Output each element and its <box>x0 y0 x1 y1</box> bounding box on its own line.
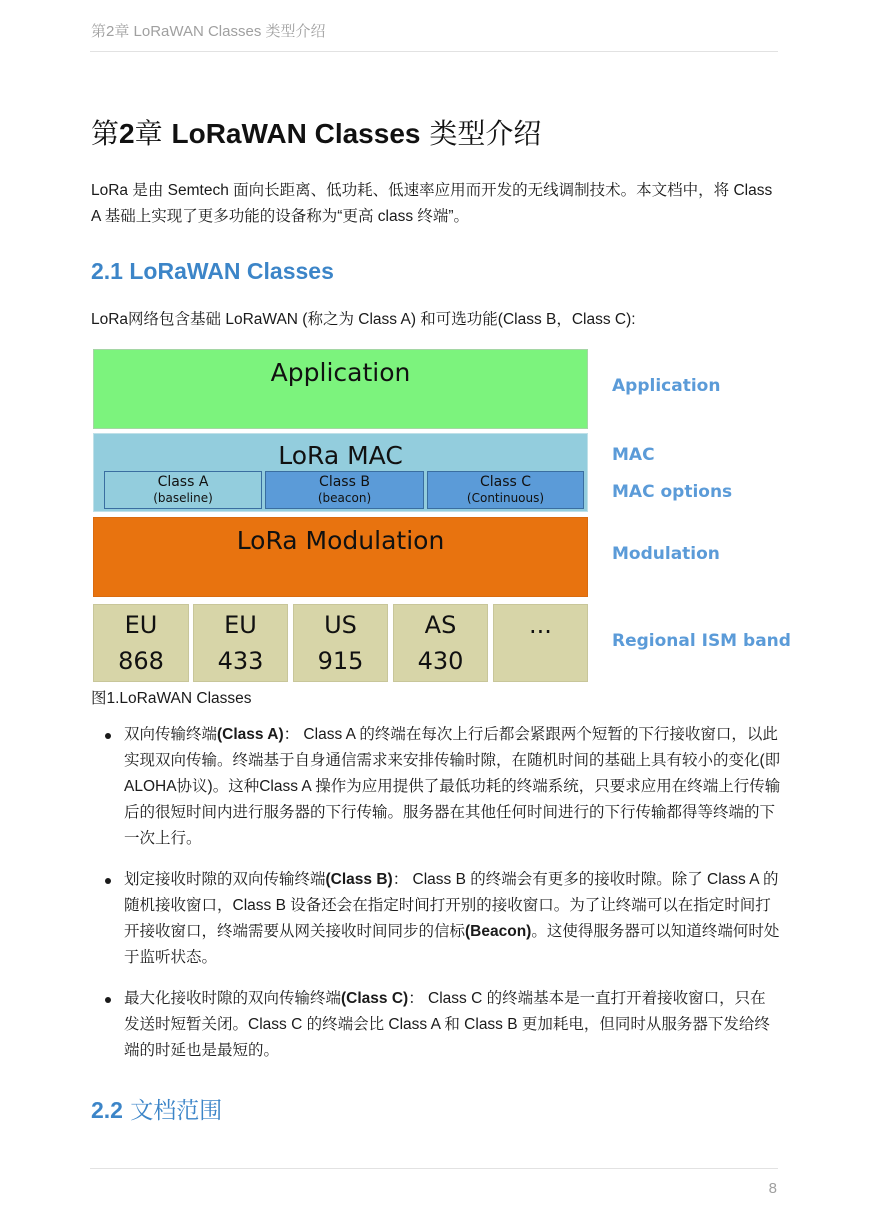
lora-modulation-layer: LoRa Modulation <box>93 517 588 597</box>
band-eu-433 <box>193 604 288 682</box>
intro-paragraph: LoRa 是由 Semtech 面向长距离、低功耗、低速率应用而开发的无线调制技术。本文档中，将 Class A 基础上实现了更多功能的设备称为“更高 class 终端”。 <box>91 182 773 225</box>
class-bullet-list <box>91 722 781 1079</box>
band-eu-868 <box>93 604 189 682</box>
band-region: US <box>324 611 357 639</box>
class-b-box <box>265 471 424 509</box>
side-label-band: Regional ISM band <box>612 631 791 651</box>
section-2-1-lead: LoRa网络包含基础 LoRaWAN (称之为 Class A) 和可选功能(Class B，Class C): <box>91 311 636 328</box>
bullet-dot <box>105 997 111 1003</box>
chapter-title-en: LoRaWAN Classes <box>171 118 421 149</box>
band-as-430 <box>393 604 488 682</box>
bullet-text: ： Class B 的终端会有更多的接收时隙。除了 Class A 的随机接收窗口，Class B 设备还会在指定时间打开别的接收窗口。为了让终端可以在指定时间打开接收窗口，终端需要从网关接收时间同步的信标 <box>124 871 779 940</box>
chapter-number: 2 <box>119 118 135 149</box>
class-b-name: Class B <box>319 474 370 490</box>
bullet-dot <box>105 733 111 739</box>
chapter-prefix: 第 <box>91 117 120 150</box>
class-a-sub: (baseline) <box>153 491 213 505</box>
bullet-text: ： Class A 的终端在每次上行后都会紧跟两个短暂的下行接收窗口，以此实现双向传输。终端基于自身通信需求来安排传输时隙，在随机时间的基础上具有较小的变化(即ALOHA协议)。这种Class A 操作为应用提供了最低功耗的终端系统，只要求应用在终端上行传输后的很短时间内进行服务器的下行传输。服务器在其他任何时间进行的下行传输都得等终端的下一次上行。 <box>124 726 781 847</box>
chapter-title-cn: 类型介绍 <box>420 117 542 150</box>
section-2-2-title <box>91 1092 222 1125</box>
class-c-name: Class C <box>479 474 532 490</box>
band-region: AS <box>424 611 457 639</box>
application-layer: Application <box>93 349 588 429</box>
band-us-915 <box>293 604 388 682</box>
header-rule <box>90 51 778 52</box>
band-region: EU <box>224 611 257 639</box>
bullet-bold: (Class A) <box>217 726 284 743</box>
lorawan-classes-diagram <box>93 349 791 689</box>
section-2-2-number: 2.2 <box>91 1097 123 1123</box>
class-c-box <box>427 471 584 509</box>
figure-caption: 图1.LoRaWAN Classes <box>91 690 252 707</box>
class-b-sub: (beacon) <box>317 491 372 505</box>
band-freq: 433 <box>217 647 264 675</box>
bullet-dot <box>105 878 111 884</box>
chapter-zhang: 章 <box>134 117 172 150</box>
side-label-application: Application <box>612 376 721 396</box>
class-c-sub: (Continuous) <box>466 491 545 505</box>
bullet-lead: 双向传输终端 <box>124 726 218 743</box>
bullet-text: ： Class C 的终端基本是一直打开着接收窗口，只在发送时短暂关闭。Class C 的终端会比 Class A 和 Class B 更加耗电，但同时从服务器下发给终端的时延也是最短的。 <box>124 990 770 1059</box>
bullet-class-b <box>91 867 781 971</box>
bullet-class-a <box>91 722 781 852</box>
chapter-title <box>91 112 541 152</box>
section-2-2-label: 文档范围 <box>122 1098 223 1124</box>
band-more <box>493 604 588 682</box>
page-number: 8 <box>768 1180 777 1197</box>
side-label-mac-options: MAC options <box>612 482 733 502</box>
band-freq: 868 <box>118 647 164 675</box>
class-a-box <box>104 471 262 509</box>
bullet-bold: (Class B) <box>325 871 393 888</box>
running-header: 第2章 LoRaWAN Classes 类型介绍 <box>91 23 326 40</box>
bullet-bold-beacon: (Beacon) <box>465 923 532 940</box>
bullet-lead: 最大化接收时隙的双向传输终端 <box>124 990 342 1007</box>
class-a-name: Class A <box>157 474 209 490</box>
side-label-mac: MAC <box>612 445 655 465</box>
bullet-lead: 划定接收时隙的双向传输终端 <box>124 871 326 888</box>
bullet-class-c <box>91 986 781 1064</box>
bullet-text-2: 。这使得服务器可以知道终端何时处于监听状态。 <box>124 923 780 966</box>
footer-rule <box>90 1168 778 1169</box>
section-2-1-title: 2.1 LoRaWAN Classes <box>91 258 334 284</box>
band-freq: 430 <box>417 647 464 675</box>
bullet-bold: (Class C) <box>341 990 409 1007</box>
lora-mac-layer: LoRa MAC <box>93 433 588 512</box>
band-freq: 915 <box>317 647 364 675</box>
band-region: EU <box>124 611 158 639</box>
band-region: ... <box>529 611 552 639</box>
side-label-modulation: Modulation <box>612 544 720 564</box>
